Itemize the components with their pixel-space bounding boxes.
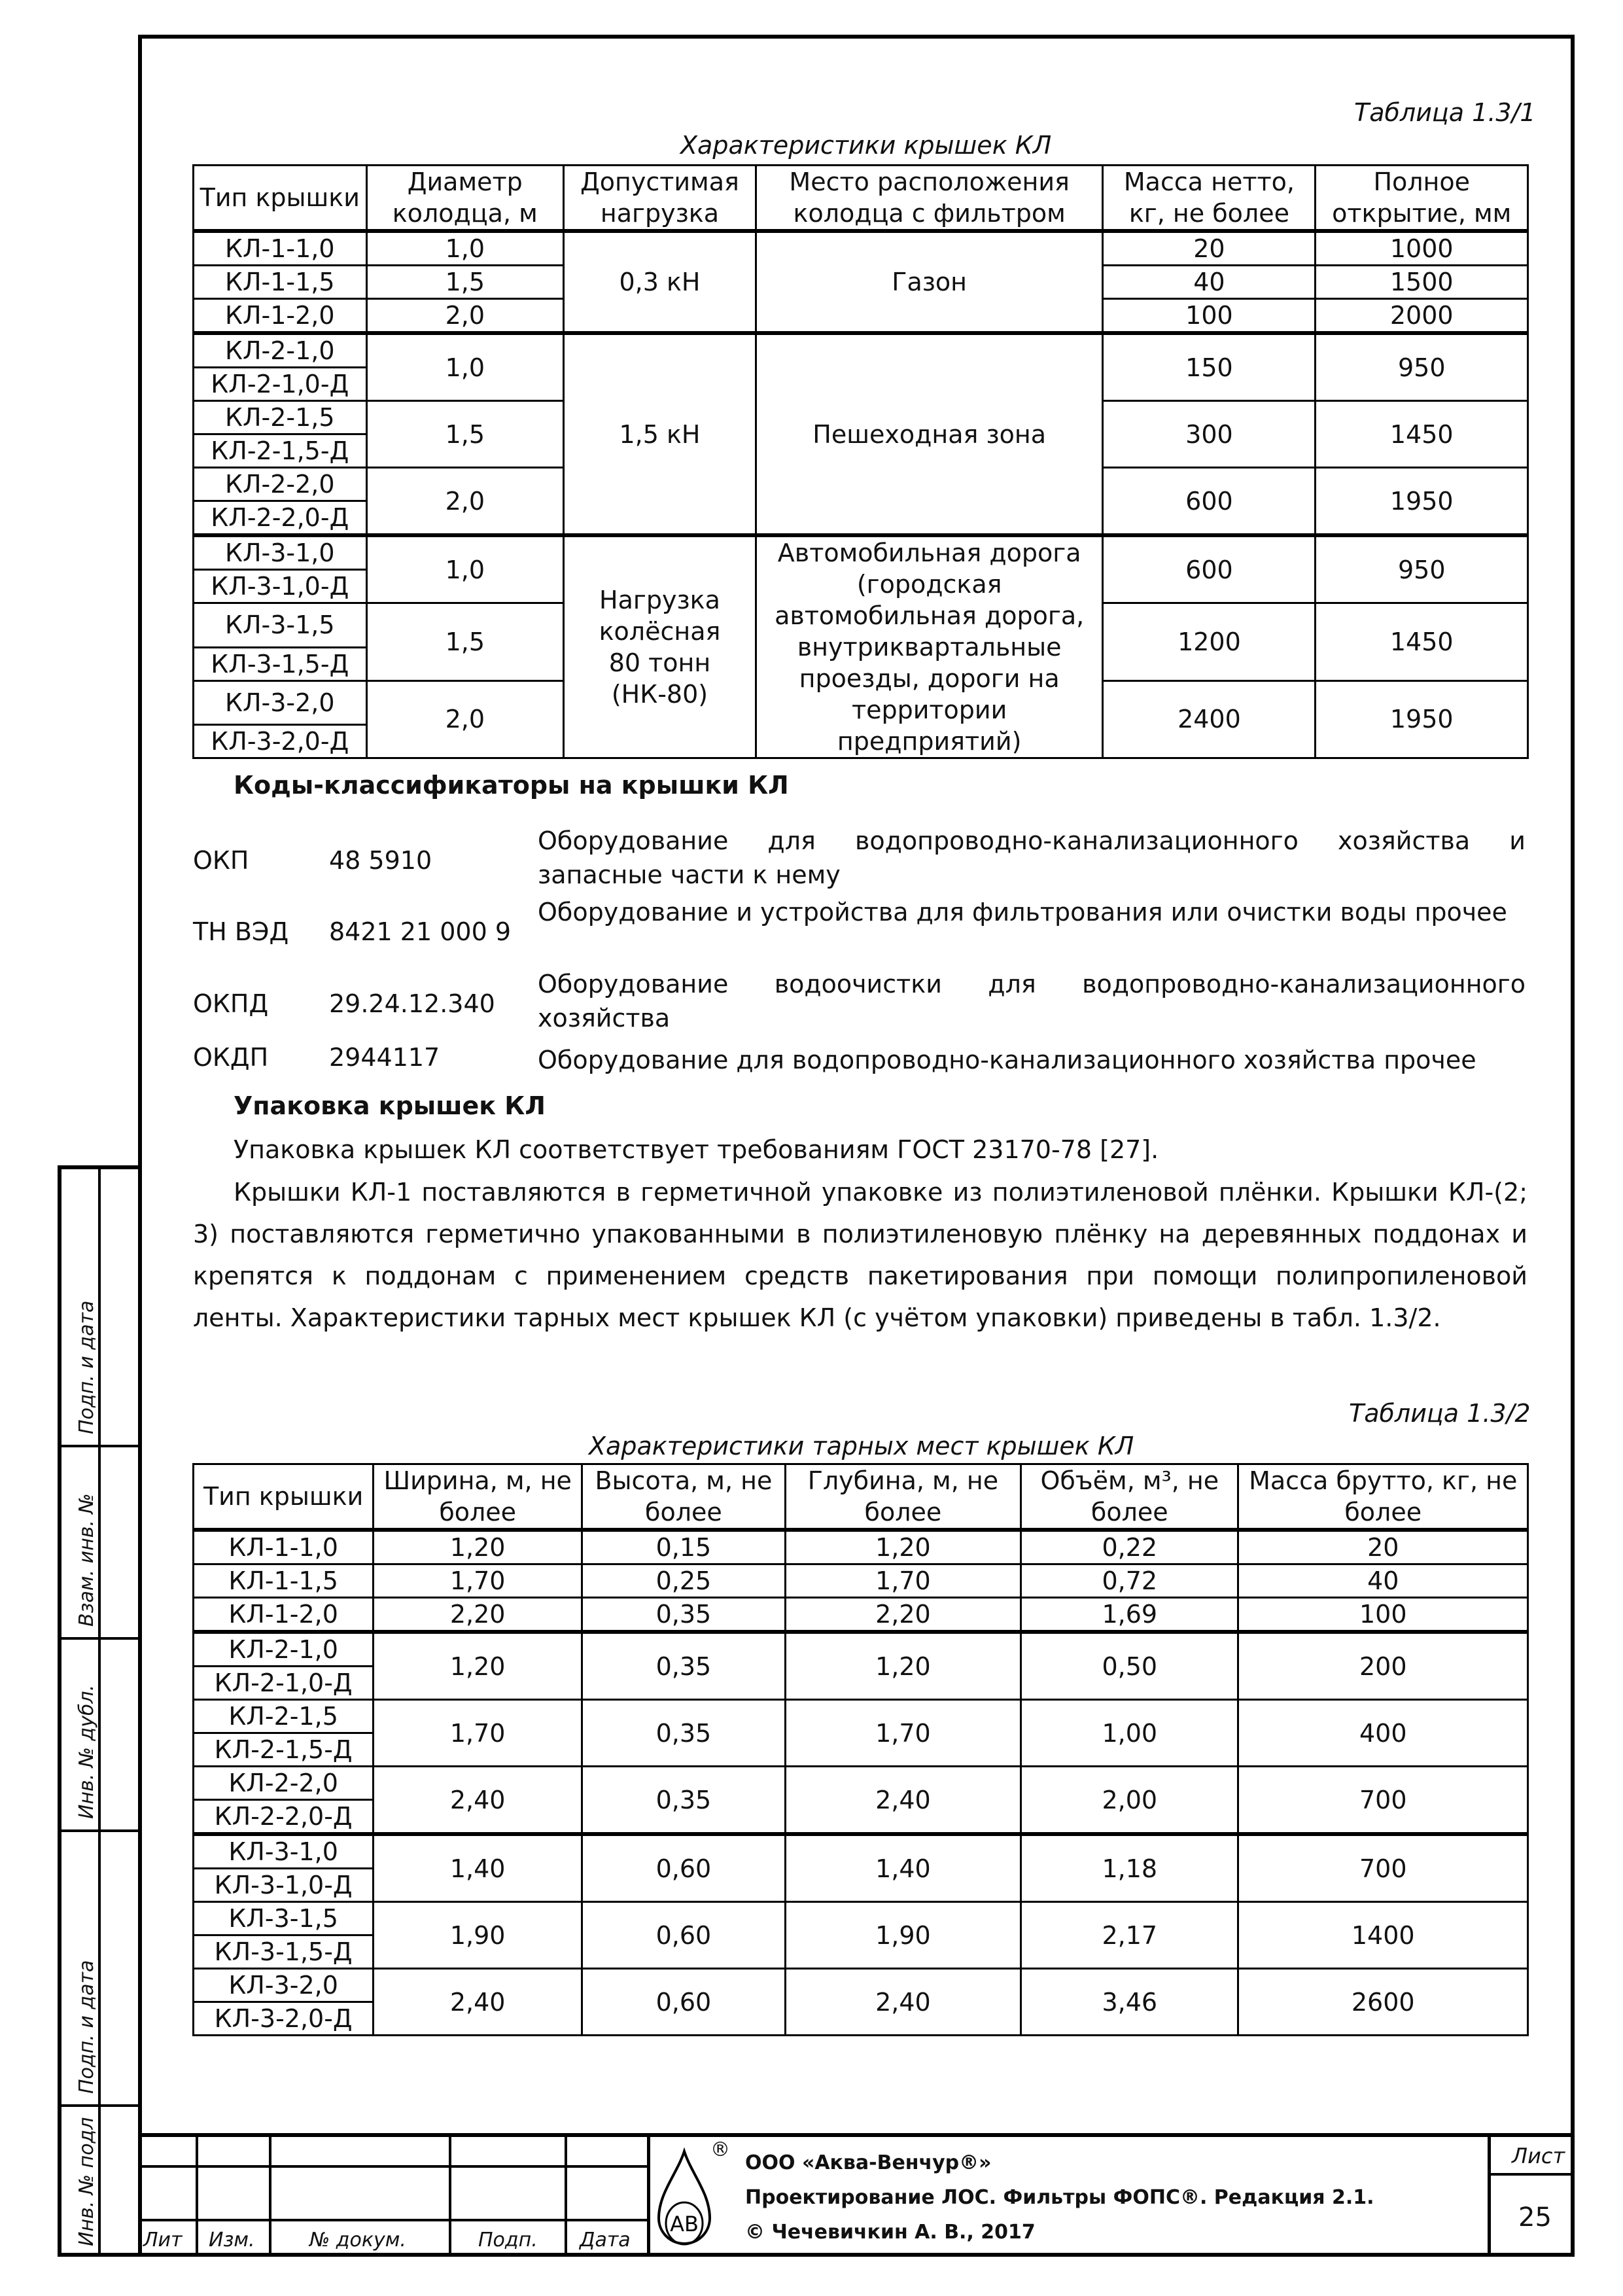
cell-width: 1,70 [374, 1700, 582, 1767]
stamp-label: Взам. инв. № [75, 1493, 98, 1627]
table2-header: Глубина, м, не более [785, 1464, 1021, 1530]
table2-title: Характеристики тарных мест крышек КЛ [589, 1432, 1134, 1460]
registered-mark: ® [710, 2138, 730, 2161]
table2-number: Таблица 1.3/2 [1349, 1399, 1531, 1428]
cell-height: 0,15 [582, 1530, 786, 1564]
stamp-label: Подп. и дата [75, 1300, 98, 1434]
table-row [194, 1834, 1528, 1869]
table-row [194, 1969, 1528, 2002]
code-value: 2944117 [329, 1043, 440, 1072]
cell-height: 0,35 [582, 1598, 786, 1633]
cell-diameter: 1,0 [366, 333, 563, 401]
table1-header-row [194, 166, 1528, 232]
cell-type: КЛ-2-2,0 [194, 1767, 374, 1800]
table1-header: Место расположения колодца с фильтром [756, 166, 1102, 232]
table-row [194, 535, 1528, 570]
cell-type: КЛ-3-1,0 [194, 535, 367, 570]
title-block [138, 2133, 1575, 2257]
table-row [194, 1700, 1528, 1733]
col-date: Дата [580, 2229, 631, 2252]
table-row [194, 1902, 1528, 1935]
cell-height: 0,25 [582, 1564, 786, 1598]
cell-mass: 1400 [1238, 1902, 1528, 1969]
code-key: ОКДП [193, 1043, 269, 1072]
stamp-cell [61, 1169, 138, 1447]
cell-height: 0,35 [582, 1700, 786, 1767]
cell-mass: 600 [1103, 535, 1316, 603]
cell-diameter: 2,0 [366, 468, 563, 536]
table-row [194, 1767, 1528, 1800]
cell-type: КЛ-2-1,0-Д [194, 368, 367, 401]
stamp-label: Инв. № подл [75, 2117, 98, 2246]
cell-open: 1500 [1316, 266, 1528, 299]
cell-type: КЛ-2-1,5-Д [194, 1733, 374, 1767]
cell-mass: 100 [1103, 299, 1316, 334]
cell-type: КЛ-1-2,0 [194, 1598, 374, 1633]
table-row [194, 1632, 1528, 1667]
cell-type: КЛ-3-1,0 [194, 1834, 374, 1869]
cell-depth: 1,20 [785, 1530, 1021, 1564]
cell-open: 950 [1316, 535, 1528, 603]
packing-title: Упаковка крышек КЛ [234, 1091, 546, 1120]
packing-paragraph-2: Крышки КЛ-1 поставляются в герметичной упаковке из полиэтиленовой плёнки. Крышки КЛ-(2; 3) поставляются герметично упакованными в полиэтиленовую плёнку на деревянных поддонах и крепятся к поддонам с применением средств пакетирования при помощи полипропиленовой ленты. Характеристики тарных мест крышек КЛ (с учётом упаковки) приведены в табл. 1.3/2. [193, 1178, 1527, 1332]
table1-title: Характеристики крышек КЛ [680, 131, 1052, 160]
cell-width: 1,90 [374, 1902, 582, 1969]
cell-depth: 1,70 [785, 1564, 1021, 1598]
code-value: 8421 21 000 9 [329, 917, 512, 946]
packing-paragraph-1: Упаковка крышек КЛ соответствует требованиям ГОСТ 23170-78 [27]. [234, 1135, 1159, 1164]
cell-mass: 600 [1103, 468, 1316, 536]
cell-type: КЛ-3-1,0-Д [194, 1869, 374, 1902]
cell-depth: 2,40 [785, 1969, 1021, 2036]
logo-text: АВ [670, 2212, 699, 2236]
code-key: ОКПД [193, 989, 269, 1018]
cell-width: 1,20 [374, 1632, 582, 1700]
cell-depth: 2,40 [785, 1767, 1021, 1835]
cell-type: КЛ-3-1,5-Д [194, 1935, 374, 1969]
code-desc: Оборудование для водопроводно-канализационного хозяйства прочее [538, 1046, 1476, 1074]
sheet-number: 25 [1518, 2202, 1552, 2233]
code-desc: Оборудование для водопроводно-канализационного хозяйства и запасные части к нему [538, 826, 1526, 889]
cell-type: КЛ-2-1,0 [194, 1632, 374, 1667]
cell-open: 1000 [1316, 231, 1528, 266]
cell-place: Пешеходная зона [756, 333, 1102, 535]
cell-height: 0,35 [582, 1632, 786, 1700]
table1-header: Полное открытие, мм [1316, 166, 1528, 232]
stamp-label: Подп. и дата [75, 1960, 98, 2094]
col-lit: Лит [143, 2229, 183, 2252]
cell-width: 2,20 [374, 1598, 582, 1633]
cell-volume: 3,46 [1021, 1969, 1238, 2036]
cell-width: 1,40 [374, 1834, 582, 1902]
table2 [192, 1463, 1529, 2036]
cell-mass: 150 [1103, 333, 1316, 401]
cell-mass: 40 [1103, 266, 1316, 299]
cell-type: КЛ-2-1,0 [194, 333, 367, 368]
cell-mass: 700 [1238, 1834, 1528, 1902]
cell-mass: 40 [1238, 1564, 1528, 1598]
table2-header: Масса брутто, кг, не более [1238, 1464, 1528, 1530]
code-key: ТН ВЭД [193, 917, 289, 946]
cell-height: 0,35 [582, 1767, 786, 1835]
cell-open: 1450 [1316, 603, 1528, 681]
cell-type: КЛ-3-1,5 [194, 1902, 374, 1935]
author: © Чечевичкин А. В., 2017 [745, 2221, 1036, 2244]
cell-type: КЛ-3-2,0-Д [194, 2002, 374, 2036]
cell-open: 1950 [1316, 680, 1528, 758]
cell-mass: 20 [1238, 1530, 1528, 1564]
cell-mass: 200 [1238, 1632, 1528, 1700]
cell-load: 0,3 кН [564, 231, 756, 333]
cell-type: КЛ-3-1,5-Д [194, 647, 367, 680]
cell-type: КЛ-2-1,5 [194, 1700, 374, 1733]
cell-diameter: 1,0 [366, 535, 563, 603]
cell-type: КЛ-3-2,0-Д [194, 725, 367, 758]
cell-depth: 1,20 [785, 1632, 1021, 1700]
cell-mass: 2600 [1238, 1969, 1528, 2036]
table2-header: Ширина, м, не более [374, 1464, 582, 1530]
cell-mass: 300 [1103, 401, 1316, 468]
cell-mass: 100 [1238, 1598, 1528, 1633]
company-logo-icon [655, 2147, 714, 2252]
cell-diameter: 1,5 [366, 266, 563, 299]
table-row [194, 1598, 1528, 1633]
cell-mass: 2400 [1103, 680, 1316, 758]
cell-diameter: 1,0 [366, 231, 563, 266]
cell-load: 1,5 кН [564, 333, 756, 535]
code-key: ОКП [193, 846, 249, 875]
table-row [194, 1564, 1528, 1598]
cell-depth: 1,40 [785, 1834, 1021, 1902]
cell-depth: 1,70 [785, 1700, 1021, 1767]
col-sign: Подп. [478, 2229, 538, 2252]
stamp-cell [61, 2107, 138, 2257]
table2-header: Объём, м³, не более [1021, 1464, 1238, 1530]
cell-type: КЛ-1-1,0 [194, 231, 367, 266]
cell-type: КЛ-1-1,5 [194, 266, 367, 299]
cell-type: КЛ-3-2,0 [194, 1969, 374, 2002]
table-row [194, 1530, 1528, 1564]
cell-type: КЛ-1-1,5 [194, 1564, 374, 1598]
cell-type: КЛ-2-1,5-Д [194, 434, 367, 468]
cell-volume: 0,22 [1021, 1530, 1238, 1564]
code-desc: Оборудование водоочистки для водопроводно-канализационного хозяйства [538, 970, 1526, 1033]
stamp-column [58, 1165, 138, 2257]
cell-diameter: 1,5 [366, 401, 563, 468]
table1-header: Допустимая нагрузка [564, 166, 756, 232]
cell-volume: 2,00 [1021, 1767, 1238, 1835]
cell-diameter: 2,0 [366, 680, 563, 758]
cell-type: КЛ-3-2,0 [194, 680, 367, 725]
cell-load: Нагрузка колёсная 80 тонн (НК-80) [564, 535, 756, 758]
col-doc: № докум. [309, 2229, 406, 2252]
project-name: Проектирование ЛОС. Фильтры ФОПС®. Редакция 2.1. [745, 2186, 1374, 2209]
cell-volume: 0,72 [1021, 1564, 1238, 1598]
table-row [194, 333, 1528, 368]
cell-width: 2,40 [374, 1767, 582, 1835]
cell-width: 1,70 [374, 1564, 582, 1598]
cell-mass: 1200 [1103, 603, 1316, 681]
cell-width: 1,20 [374, 1530, 582, 1564]
cell-mass: 20 [1103, 231, 1316, 266]
cell-type: КЛ-2-1,5 [194, 401, 367, 434]
cell-open: 1950 [1316, 468, 1528, 536]
table1-header: Масса нетто, кг, не более [1103, 166, 1316, 232]
cell-type: КЛ-1-2,0 [194, 299, 367, 334]
code-value: 48 5910 [329, 846, 432, 875]
cell-diameter: 1,5 [366, 603, 563, 681]
company-name: ООО «Аква-Венчур®» [745, 2151, 992, 2174]
cell-volume: 2,17 [1021, 1902, 1238, 1969]
cell-place: Автомобильная дорога (городская автомобильная дорога, внутриквартальные проезды, дороги на территории предприятий) [756, 535, 1102, 758]
table1-header: Тип крышки [194, 166, 367, 232]
codes-title: Коды-классификаторы на крышки КЛ [234, 771, 789, 800]
code-value: 29.24.12.340 [329, 989, 495, 1018]
table1-number: Таблица 1.3/1 [1354, 98, 1536, 127]
table1-header: Диаметр колодца, м [366, 166, 563, 232]
cell-mass: 700 [1238, 1767, 1528, 1835]
cell-place: Газон [756, 231, 1102, 333]
cell-depth: 1,90 [785, 1902, 1021, 1969]
cell-type: КЛ-2-2,0 [194, 468, 367, 501]
cell-type: КЛ-2-1,0-Д [194, 1667, 374, 1700]
cell-mass: 400 [1238, 1700, 1528, 1767]
cell-volume: 1,18 [1021, 1834, 1238, 1902]
cell-width: 2,40 [374, 1969, 582, 2036]
cell-open: 1450 [1316, 401, 1528, 468]
stamp-label: Инв. № дубл. [75, 1684, 98, 1819]
cell-type: КЛ-2-2,0-Д [194, 1800, 374, 1835]
table-row [194, 231, 1528, 266]
cell-diameter: 2,0 [366, 299, 563, 334]
stamp-cell [61, 1640, 138, 1832]
cell-open: 2000 [1316, 299, 1528, 334]
cell-type: КЛ-2-2,0-Д [194, 501, 367, 536]
table2-header: Тип крышки [194, 1464, 374, 1530]
table2-header: Высота, м, не более [582, 1464, 786, 1530]
col-izm: Изм. [209, 2229, 255, 2252]
stamp-cell [61, 1447, 138, 1640]
cell-volume: 0,50 [1021, 1632, 1238, 1700]
sheet-label: Лист [1512, 2144, 1565, 2168]
cell-height: 0,60 [582, 1902, 786, 1969]
cell-open: 950 [1316, 333, 1528, 401]
cell-depth: 2,20 [785, 1598, 1021, 1633]
cell-volume: 1,69 [1021, 1598, 1238, 1633]
cell-height: 0,60 [582, 1969, 786, 2036]
stamp-cell [61, 1832, 138, 2107]
cell-type: КЛ-1-1,0 [194, 1530, 374, 1564]
cell-height: 0,60 [582, 1834, 786, 1902]
cell-type: КЛ-3-1,0-Д [194, 570, 367, 603]
table1 [192, 164, 1529, 759]
code-desc: Оборудование и устройства для фильтрования или очистки воды прочее [538, 898, 1507, 927]
cell-volume: 1,00 [1021, 1700, 1238, 1767]
cell-type: КЛ-3-1,5 [194, 603, 367, 648]
table2-header-row [194, 1464, 1528, 1530]
